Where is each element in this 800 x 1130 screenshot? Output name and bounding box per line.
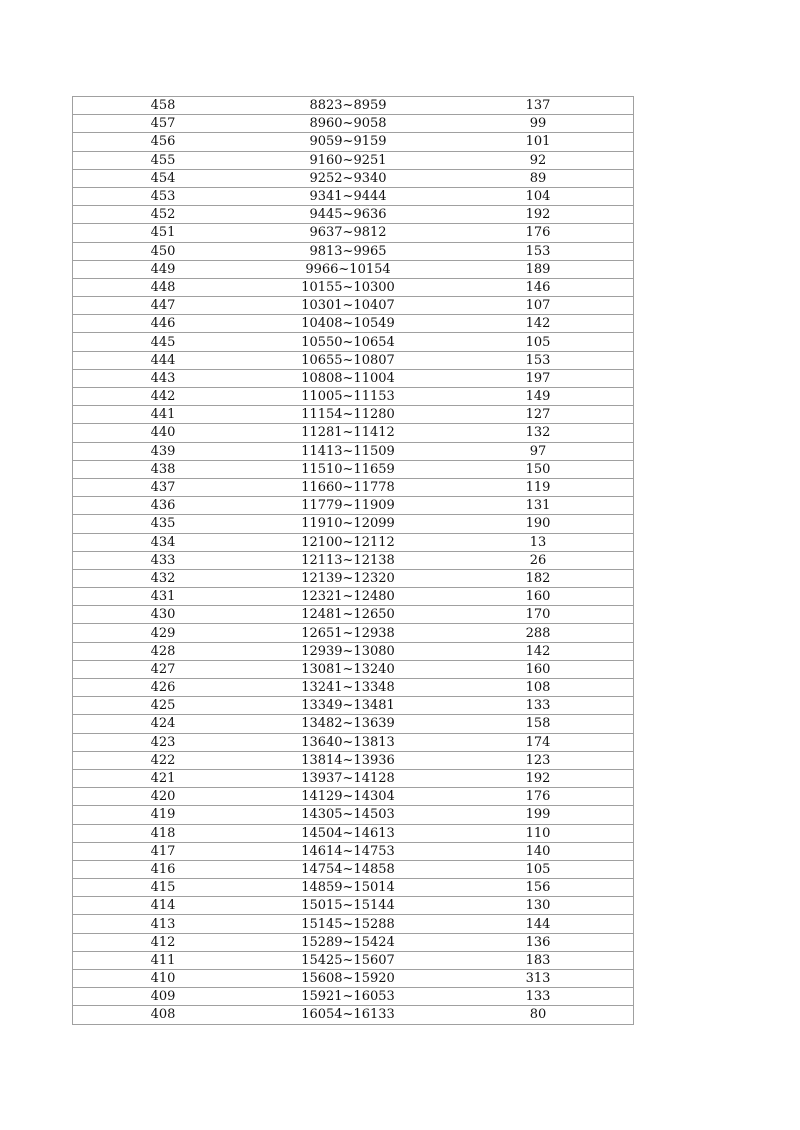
rank-range-cell: 9813~9965 [253, 242, 443, 260]
rank-range-cell: 11413~11509 [253, 442, 443, 460]
score-cell: 422 [73, 751, 254, 769]
rank-range-cell: 11779~11909 [253, 497, 443, 515]
count-cell: 146 [443, 278, 634, 296]
count-cell: 13 [443, 533, 634, 551]
count-cell: 288 [443, 624, 634, 642]
count-cell: 107 [443, 297, 634, 315]
rank-range-cell: 13241~13348 [253, 679, 443, 697]
score-cell: 453 [73, 187, 254, 205]
count-cell: 176 [443, 788, 634, 806]
count-cell: 137 [443, 97, 634, 115]
score-cell: 427 [73, 660, 254, 678]
count-cell: 99 [443, 115, 634, 133]
count-cell: 136 [443, 933, 634, 951]
table-row [73, 351, 634, 369]
score-cell: 419 [73, 806, 254, 824]
score-cell: 434 [73, 533, 254, 551]
rank-range-cell: 14859~15014 [253, 879, 443, 897]
rank-range-cell: 10155~10300 [253, 278, 443, 296]
score-cell: 416 [73, 860, 254, 878]
score-cell: 447 [73, 297, 254, 315]
count-cell: 104 [443, 187, 634, 205]
score-cell: 444 [73, 351, 254, 369]
rank-range-cell: 15015~15144 [253, 897, 443, 915]
count-cell: 313 [443, 970, 634, 988]
table-row [73, 369, 634, 387]
rank-range-cell: 12481~12650 [253, 606, 443, 624]
rank-range-cell: 11660~11778 [253, 478, 443, 496]
count-cell: 105 [443, 860, 634, 878]
score-cell: 446 [73, 315, 254, 333]
count-cell: 92 [443, 151, 634, 169]
rank-range-cell: 13937~14128 [253, 769, 443, 787]
count-cell: 133 [443, 697, 634, 715]
score-cell: 438 [73, 460, 254, 478]
table-row [73, 497, 634, 515]
score-cell: 445 [73, 333, 254, 351]
score-cell: 433 [73, 551, 254, 569]
rank-range-cell: 12113~12138 [253, 551, 443, 569]
rank-range-cell: 10408~10549 [253, 315, 443, 333]
count-cell: 142 [443, 315, 634, 333]
table-row [73, 951, 634, 969]
rank-range-cell: 13814~13936 [253, 751, 443, 769]
rank-range-cell: 11910~12099 [253, 515, 443, 533]
score-cell: 428 [73, 642, 254, 660]
score-cell: 436 [73, 497, 254, 515]
rank-range-cell: 13640~13813 [253, 733, 443, 751]
rank-range-cell: 9966~10154 [253, 260, 443, 278]
score-cell: 410 [73, 970, 254, 988]
rank-range-cell: 9160~9251 [253, 151, 443, 169]
count-cell: 192 [443, 769, 634, 787]
table-row [73, 515, 634, 533]
table-row [73, 115, 634, 133]
rank-range-cell: 11281~11412 [253, 424, 443, 442]
count-cell: 150 [443, 460, 634, 478]
score-cell: 418 [73, 824, 254, 842]
score-cell: 430 [73, 606, 254, 624]
count-cell: 176 [443, 224, 634, 242]
score-cell: 455 [73, 151, 254, 169]
table-row [73, 406, 634, 424]
table-row [73, 806, 634, 824]
count-cell: 192 [443, 206, 634, 224]
score-cell: 420 [73, 788, 254, 806]
score-cell: 429 [73, 624, 254, 642]
rank-range-cell: 12651~12938 [253, 624, 443, 642]
score-cell: 417 [73, 842, 254, 860]
table-row [73, 715, 634, 733]
count-cell: 153 [443, 351, 634, 369]
count-cell: 97 [443, 442, 634, 460]
rank-range-cell: 14504~14613 [253, 824, 443, 842]
table-row [73, 297, 634, 315]
table-row [73, 242, 634, 260]
rank-range-cell: 10808~11004 [253, 369, 443, 387]
count-cell: 105 [443, 333, 634, 351]
count-cell: 123 [443, 751, 634, 769]
table-row [73, 533, 634, 551]
table-row [73, 642, 634, 660]
rank-range-cell: 14129~14304 [253, 788, 443, 806]
score-rank-table-body [73, 97, 634, 1025]
score-rank-table [72, 96, 634, 1025]
count-cell: 160 [443, 660, 634, 678]
rank-range-cell: 9341~9444 [253, 187, 443, 205]
table-row [73, 151, 634, 169]
score-cell: 451 [73, 224, 254, 242]
score-cell: 432 [73, 569, 254, 587]
count-cell: 182 [443, 569, 634, 587]
table-row [73, 224, 634, 242]
table-row [73, 1006, 634, 1024]
count-cell: 170 [443, 606, 634, 624]
table-row [73, 679, 634, 697]
count-cell: 144 [443, 915, 634, 933]
table-row [73, 751, 634, 769]
table-row [73, 97, 634, 115]
score-cell: 458 [73, 97, 254, 115]
count-cell: 153 [443, 242, 634, 260]
table-row [73, 733, 634, 751]
rank-range-cell: 8960~9058 [253, 115, 443, 133]
rank-range-cell: 13482~13639 [253, 715, 443, 733]
table-row [73, 206, 634, 224]
count-cell: 132 [443, 424, 634, 442]
table-row [73, 187, 634, 205]
score-cell: 441 [73, 406, 254, 424]
table-row [73, 460, 634, 478]
rank-range-cell: 14754~14858 [253, 860, 443, 878]
score-cell: 409 [73, 988, 254, 1006]
table-row [73, 424, 634, 442]
table-row [73, 769, 634, 787]
count-cell: 174 [443, 733, 634, 751]
count-cell: 130 [443, 897, 634, 915]
table-row [73, 551, 634, 569]
score-cell: 456 [73, 133, 254, 151]
rank-range-cell: 13081~13240 [253, 660, 443, 678]
table-row [73, 660, 634, 678]
table-row [73, 933, 634, 951]
count-cell: 133 [443, 988, 634, 1006]
table-row [73, 333, 634, 351]
table-row [73, 879, 634, 897]
score-cell: 415 [73, 879, 254, 897]
rank-range-cell: 13349~13481 [253, 697, 443, 715]
count-cell: 197 [443, 369, 634, 387]
count-cell: 108 [443, 679, 634, 697]
score-cell: 437 [73, 478, 254, 496]
rank-range-cell: 16054~16133 [253, 1006, 443, 1024]
rank-range-cell: 11005~11153 [253, 388, 443, 406]
rank-range-cell: 12100~12112 [253, 533, 443, 551]
score-cell: 442 [73, 388, 254, 406]
table-row [73, 569, 634, 587]
rank-range-cell: 9252~9340 [253, 169, 443, 187]
score-cell: 439 [73, 442, 254, 460]
count-cell: 189 [443, 260, 634, 278]
table-row [73, 824, 634, 842]
table-row [73, 388, 634, 406]
score-cell: 421 [73, 769, 254, 787]
table-row [73, 606, 634, 624]
rank-range-cell: 15608~15920 [253, 970, 443, 988]
rank-range-cell: 14305~14503 [253, 806, 443, 824]
score-cell: 457 [73, 115, 254, 133]
table-row [73, 842, 634, 860]
rank-range-cell: 15289~15424 [253, 933, 443, 951]
count-cell: 80 [443, 1006, 634, 1024]
table-row [73, 588, 634, 606]
table-row [73, 915, 634, 933]
rank-range-cell: 9445~9636 [253, 206, 443, 224]
score-cell: 440 [73, 424, 254, 442]
table-row [73, 860, 634, 878]
rank-range-cell: 15921~16053 [253, 988, 443, 1006]
count-cell: 149 [443, 388, 634, 406]
rank-range-cell: 12139~12320 [253, 569, 443, 587]
count-cell: 156 [443, 879, 634, 897]
score-cell: 424 [73, 715, 254, 733]
rank-range-cell: 12321~12480 [253, 588, 443, 606]
score-cell: 411 [73, 951, 254, 969]
table-row [73, 315, 634, 333]
table-row [73, 478, 634, 496]
score-cell: 450 [73, 242, 254, 260]
count-cell: 119 [443, 478, 634, 496]
rank-range-cell: 8823~8959 [253, 97, 443, 115]
table-row [73, 970, 634, 988]
table-row [73, 442, 634, 460]
score-cell: 414 [73, 897, 254, 915]
score-cell: 426 [73, 679, 254, 697]
table-row [73, 278, 634, 296]
score-cell: 449 [73, 260, 254, 278]
rank-range-cell: 11510~11659 [253, 460, 443, 478]
score-cell: 452 [73, 206, 254, 224]
score-cell: 425 [73, 697, 254, 715]
table-row [73, 897, 634, 915]
score-cell: 443 [73, 369, 254, 387]
score-cell: 413 [73, 915, 254, 933]
count-cell: 110 [443, 824, 634, 842]
rank-range-cell: 9059~9159 [253, 133, 443, 151]
score-cell: 412 [73, 933, 254, 951]
rank-range-cell: 11154~11280 [253, 406, 443, 424]
rank-range-cell: 15425~15607 [253, 951, 443, 969]
count-cell: 158 [443, 715, 634, 733]
count-cell: 131 [443, 497, 634, 515]
rank-range-cell: 9637~9812 [253, 224, 443, 242]
count-cell: 199 [443, 806, 634, 824]
table-row [73, 624, 634, 642]
table-row [73, 697, 634, 715]
score-cell: 423 [73, 733, 254, 751]
score-cell: 435 [73, 515, 254, 533]
table-row [73, 788, 634, 806]
score-cell: 448 [73, 278, 254, 296]
rank-range-cell: 14614~14753 [253, 842, 443, 860]
count-cell: 89 [443, 169, 634, 187]
score-cell: 408 [73, 1006, 254, 1024]
count-cell: 140 [443, 842, 634, 860]
table-row [73, 260, 634, 278]
table-row [73, 133, 634, 151]
rank-range-cell: 10655~10807 [253, 351, 443, 369]
count-cell: 160 [443, 588, 634, 606]
rank-range-cell: 12939~13080 [253, 642, 443, 660]
count-cell: 142 [443, 642, 634, 660]
count-cell: 190 [443, 515, 634, 533]
table-row [73, 988, 634, 1006]
count-cell: 26 [443, 551, 634, 569]
table-row [73, 169, 634, 187]
rank-range-cell: 10301~10407 [253, 297, 443, 315]
count-cell: 101 [443, 133, 634, 151]
rank-range-cell: 15145~15288 [253, 915, 443, 933]
score-cell: 431 [73, 588, 254, 606]
count-cell: 183 [443, 951, 634, 969]
score-cell: 454 [73, 169, 254, 187]
count-cell: 127 [443, 406, 634, 424]
rank-range-cell: 10550~10654 [253, 333, 443, 351]
